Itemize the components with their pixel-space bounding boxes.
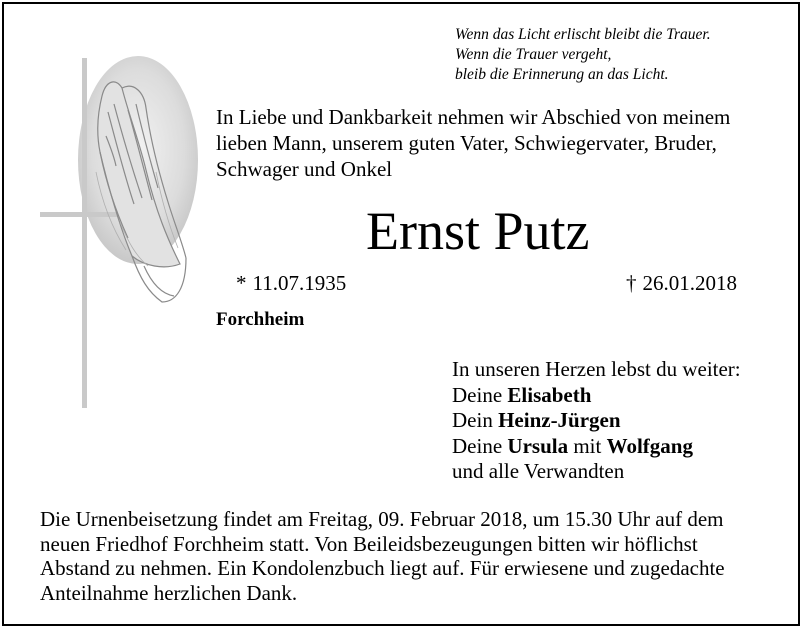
intro-line: Schwager und Onkel [216,157,393,181]
place-of-residence: Forchheim [216,309,305,330]
intro-text [216,104,730,182]
mourner-line: Dein Heinz-Jürgen [452,408,621,432]
poem-line: Wenn die Trauer vergeht, [455,46,612,63]
death-date-line [626,271,737,296]
birth-date-line [236,271,346,296]
mourners-closing: und alle Verwandten [452,459,625,483]
deceased-name: Ernst Putz [366,201,590,261]
mourner-name: Heinz-Jürgen [498,408,621,432]
mourner-line: Deine Ursula mit Wolfgang [452,433,693,458]
poem-line: Wenn das Licht erlischt bleibt die Trauer. [455,26,711,43]
mourner-line: Deine Elisabeth [452,382,592,407]
death-cross-icon: † [626,271,637,295]
funeral-line: Anteilnahme herzlichen Dank. [40,580,298,605]
intro-line: lieben Mann, unserem guten Vater, Schwiegervater, Bruder, [216,131,717,155]
mourners-intro: In unseren Herzen lebst du weiter: [452,357,741,381]
mourners-list [452,357,741,485]
death-date: 26.01.2018 [642,271,737,295]
birth-date: 11.07.1935 [252,271,347,295]
poem [455,25,711,85]
birth-star-icon: * [236,271,247,295]
intro-line: In Liebe und Dankbarkeit nehmen wir Abschied von meinem [216,105,731,129]
mourner-name: Ursula [507,433,569,458]
mourner-name: Elisabeth [507,382,592,407]
funeral-line: neuen Friedhof Forchheim statt. Von Beileidsbezeugungen bitten wir höflichst [40,531,698,556]
praying-hands-with-cross-icon [36,52,206,417]
funeral-notice [40,507,725,605]
mourner-name: Wolfgang [606,433,693,458]
poem-line: bleib die Erinnerung an das Licht. [455,66,669,83]
funeral-line: Die Urnenbeisetzung findet am Freitag, 09. Februar 2018, um 15.30 Uhr auf dem [40,507,724,531]
funeral-line: Abstand zu nehmen. Ein Kondolenzbuch liegt auf. Für erwiesene und zugedachte [40,556,725,580]
